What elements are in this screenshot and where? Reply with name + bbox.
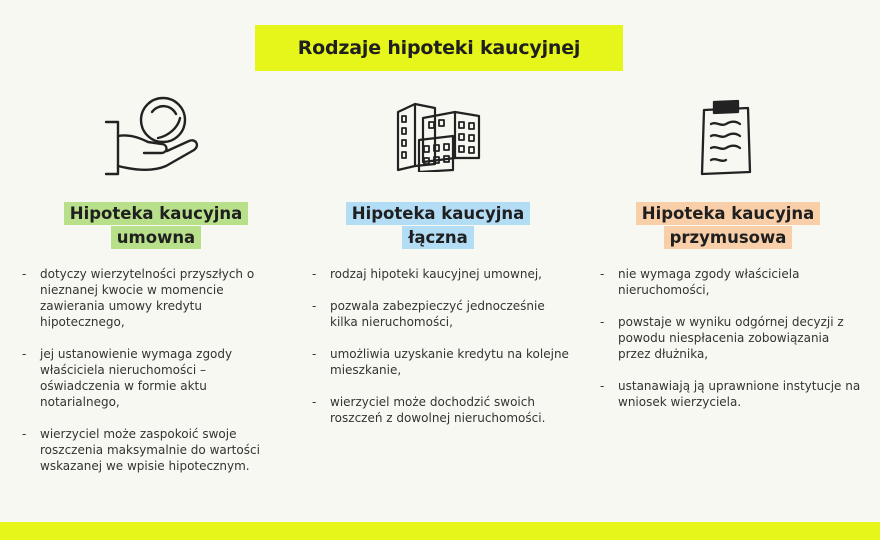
- list-item: - dotyczy wierzytelności przyszłych o nieznanej kwocie w momencie zawierania umowy kredytu hipotecznego,: [22, 266, 272, 330]
- buildings-icon: [393, 100, 485, 172]
- heading-przymusowa: [612, 202, 844, 250]
- bottom-bar: [0, 522, 880, 540]
- list-item: - jej ustanowienie wymaga zgody właściciela nieruchomości – oświadczenia w formie aktu notarialnego,: [22, 346, 272, 410]
- list-item: - powstaje w wyniku odgórnej decyzji z powodu niespłacenia zobowiązania przez dłużnika,: [600, 314, 862, 362]
- clipboard-icon: [696, 98, 756, 178]
- title-banner: [255, 25, 623, 71]
- list-item: - wierzyciel może zaspokoić swoje roszczenia maksymalnie do wartości wskazanej we wpisie hipotecznym.: [22, 426, 272, 474]
- list-item: - rodzaj hipoteki kaucyjnej umownej,: [312, 266, 574, 282]
- heading-przymusowa-line1: Hipoteka kaucyjna: [636, 202, 820, 225]
- heading-laczna: [322, 202, 554, 250]
- list-item: - umożliwia uzyskanie kredytu na kolejne mieszkanie,: [312, 346, 574, 378]
- heading-umowna: [40, 202, 272, 250]
- list-laczna: [312, 266, 574, 442]
- heading-przymusowa-line2: przymusowa: [664, 226, 793, 249]
- coin-hand-icon: [100, 92, 210, 182]
- list-item: - nie wymaga zgody właściciela nieruchomości,: [600, 266, 862, 298]
- page-title: Rodzaje hipoteki kaucyjnej: [297, 37, 581, 59]
- list-przymusowa: [600, 266, 862, 426]
- list-umowna: [22, 266, 272, 490]
- list-item: - pozwala zabezpieczyć jednocześnie kilka nieruchomości,: [312, 298, 574, 330]
- heading-laczna-line2: łączna: [402, 226, 474, 249]
- list-item: - ustanawiają ją uprawnione instytucje na wniosek wierzyciela.: [600, 378, 862, 410]
- heading-laczna-line1: Hipoteka kaucyjna: [346, 202, 530, 225]
- heading-umowna-line2: umowna: [111, 226, 201, 249]
- list-item: - wierzyciel może dochodzić swoich roszczeń z dowolnej nieruchomości.: [312, 394, 574, 426]
- heading-umowna-line1: Hipoteka kaucyjna: [64, 202, 248, 225]
